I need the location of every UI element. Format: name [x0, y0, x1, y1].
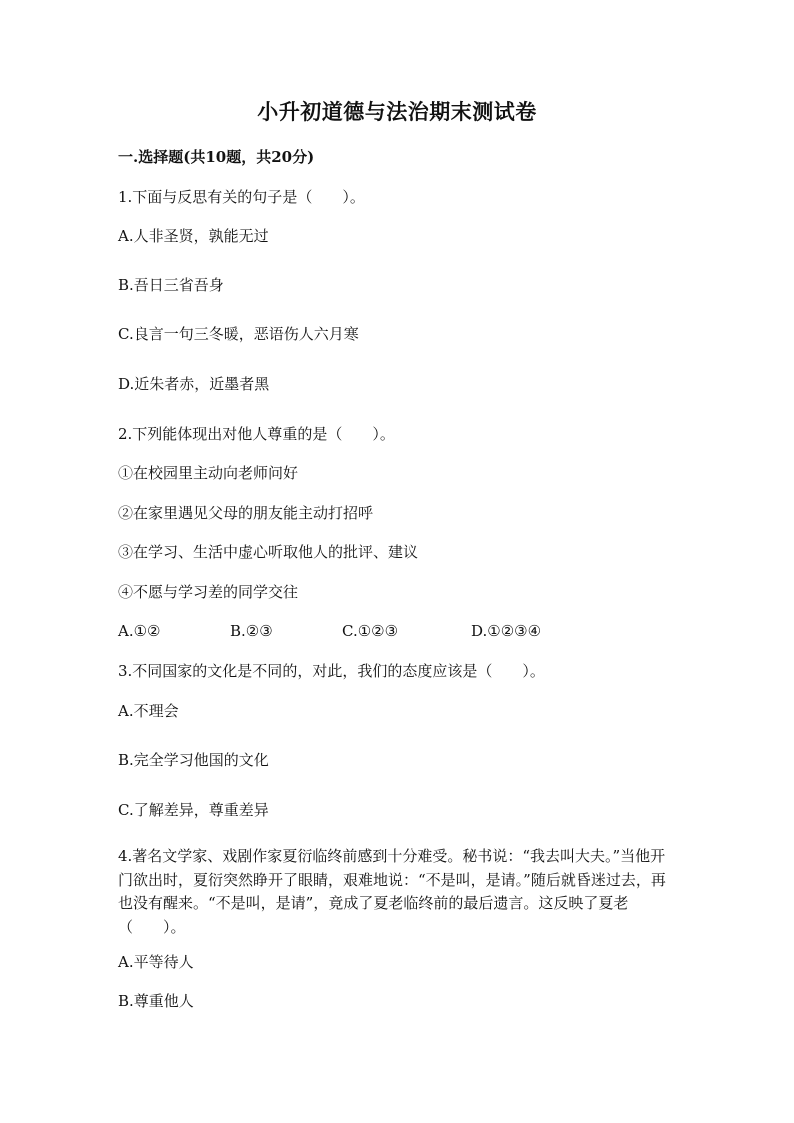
question-2-statement-4: ④不愿与学习差的同学交往	[118, 583, 299, 601]
question-3-stem: 3.不同国家的文化是不同的，对此，我们的态度应该是（ ）。	[118, 662, 545, 680]
question-2-option-a: A.①②	[118, 622, 161, 640]
question-1-option-d: D.近朱者赤，近墨者黑	[118, 375, 270, 393]
question-3-option-c: C.了解差异，尊重差异	[118, 801, 269, 819]
question-2-statement-2: ②在家里遇见父母的朋友能主动打招呼	[118, 504, 374, 522]
question-4-option-b: B.尊重他人	[118, 992, 194, 1010]
question-1-option-a: A.人非圣贤，孰能无过	[118, 227, 269, 245]
exam-title: 小升初道德与法治期末测试卷	[257, 99, 537, 124]
section-heading: 一.选择题(共10题，共20分)	[118, 148, 315, 166]
question-1-stem: 1.下面与反思有关的句子是（ ）。	[118, 188, 365, 206]
question-2-option-c: C.①②③	[342, 622, 399, 640]
question-4-option-a: A.平等待人	[118, 953, 194, 971]
question-2-option-b: B.②③	[230, 622, 273, 640]
question-4-stem: 4.著名文学家、戏剧作家夏衍临终前感到十分难受。秘书说：“我去叫大夫。”当他开门欲出时，夏衍突然睁开了眼睛，艰难地说：“不是叫，是请。”随后就昏迷过去，再也没有醒来。“不是叫，是请”，竟成了夏老临终前的最后遗言。这反映了夏老（ ）。	[118, 847, 666, 936]
question-2-statement-3: ③在学习、生活中虚心听取他人的批评、建议	[118, 543, 419, 561]
question-2-statement-1: ①在校园里主动向老师问好	[118, 464, 299, 482]
question-1-option-b: B.吾日三省吾身	[118, 276, 224, 294]
question-2-option-d: D.①②③④	[471, 622, 542, 640]
question-3-option-b: B.完全学习他国的文化	[118, 751, 269, 769]
question-1-option-c: C.良言一句三冬暖，恶语伤人六月寒	[118, 325, 359, 343]
question-2-stem: 2.下列能体现出对他人尊重的是（ ）。	[118, 425, 395, 443]
question-3-option-a: A.不理会	[118, 702, 179, 720]
